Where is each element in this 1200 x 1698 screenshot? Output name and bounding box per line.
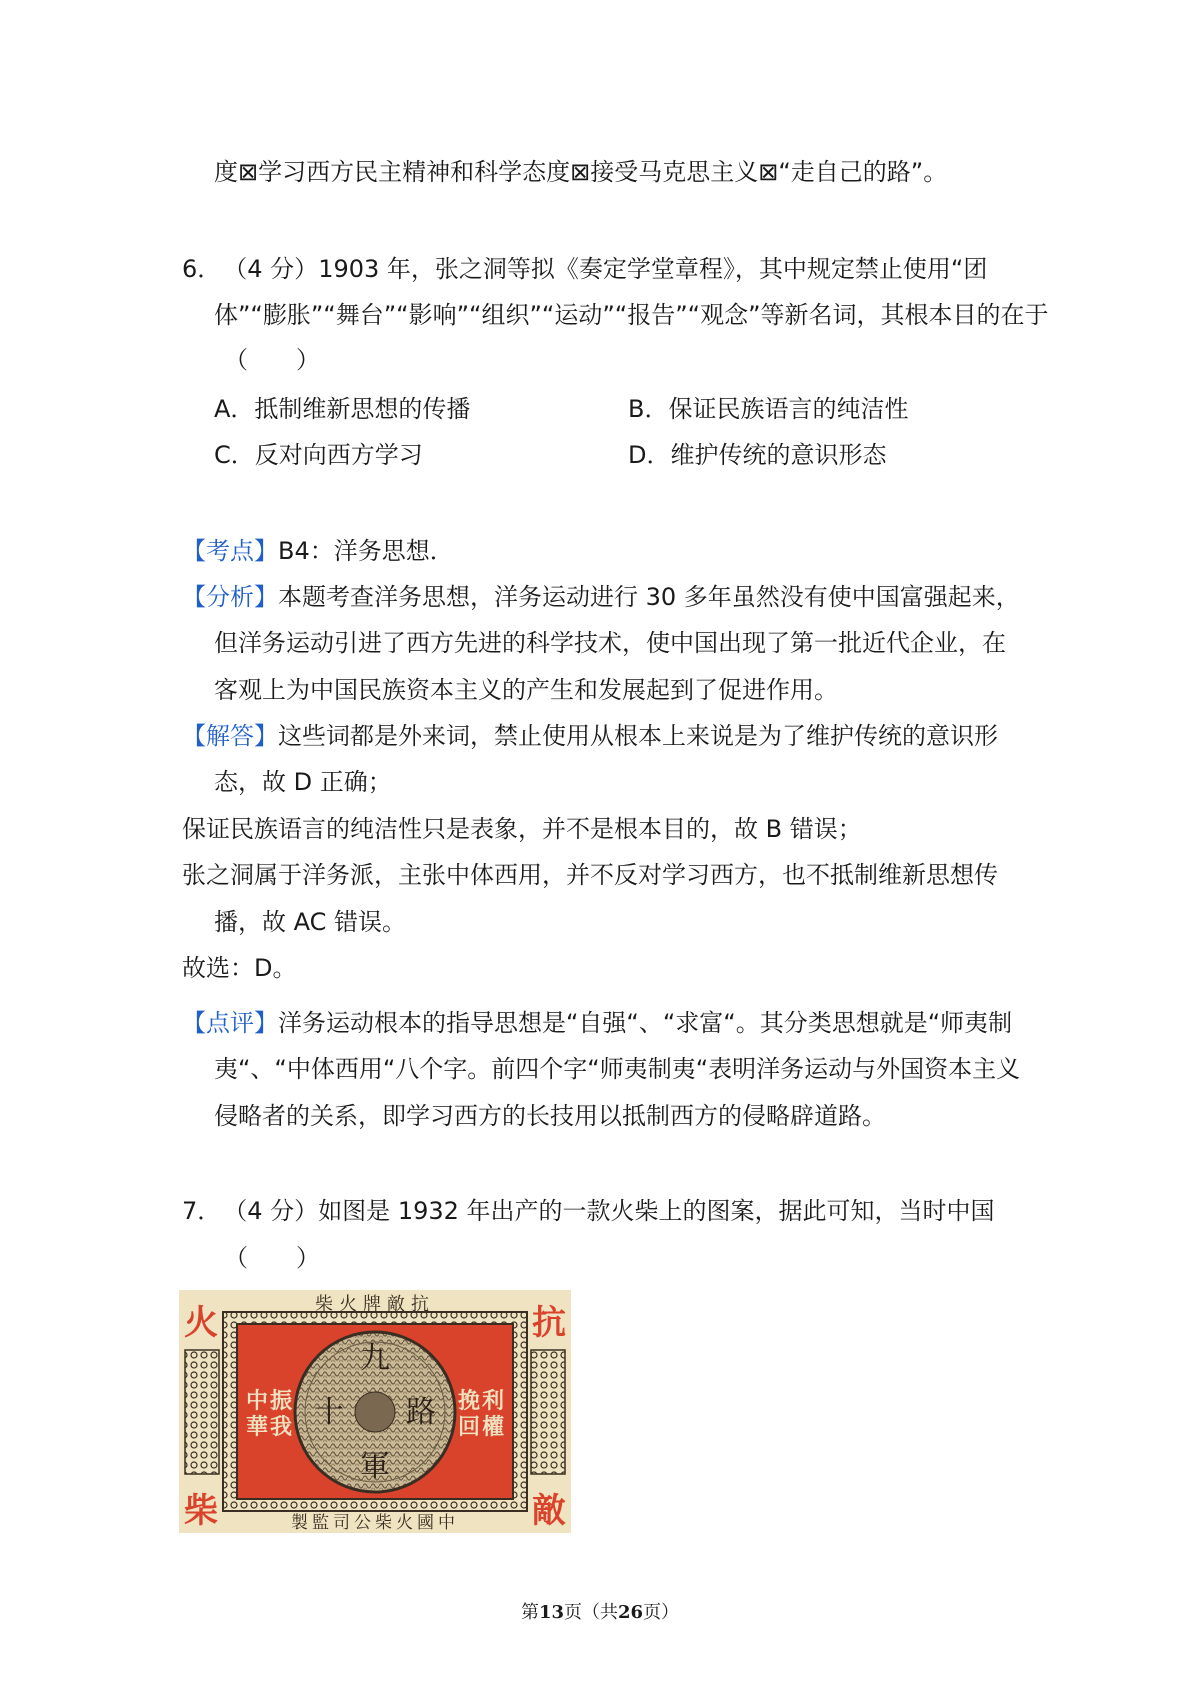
left-ornament	[185, 1350, 219, 1474]
footer-suffix: 页）	[643, 1602, 680, 1623]
dianping-line: 洋务运动根本的指导思想是“自强“、“求富“。其分类思想就是“师夷制	[278, 1009, 1013, 1037]
option-c: C．反对向西方学习	[214, 441, 423, 469]
corner-char-br: 敵	[532, 1491, 566, 1531]
disc-char-top: 九	[360, 1341, 390, 1376]
right-slogan-char: 回	[457, 1415, 481, 1440]
jieda-tag: 【解答】	[182, 722, 278, 750]
fenxi-tag: 【分析】	[182, 583, 278, 611]
carryover-line: 度⊠学习西方民主精神和科学态度⊠接受马克思主义⊠“走自己的路”。	[214, 158, 948, 186]
left-slogan-char: 振	[269, 1389, 293, 1414]
corner-char-bl: 柴	[184, 1491, 218, 1531]
disc-char-left: 十	[314, 1395, 344, 1430]
dianping	[182, 1007, 1012, 1039]
dianping-line: 侵略者的关系，即学习西方的长技用以抵制西方的侵略辟道路。	[214, 1102, 886, 1130]
jieda-line: 这些词都是外来词，禁止使用从根本上来说是为了维护传统的意识形	[278, 722, 998, 750]
jieda	[182, 720, 998, 752]
fenxi-line: 但洋务运动引进了西方先进的科学技术，使中国出现了第一批近代企业，在	[214, 629, 1006, 657]
question-6-line1	[182, 253, 987, 285]
label-bottom-text: 製監司公柴火國中	[291, 1513, 459, 1533]
question-score: （4 分）	[235, 255, 319, 283]
right-slogan-char: 權	[481, 1415, 505, 1440]
question-stem: 1903 年，张之洞等拟《奏定学堂章程》，其中规定禁止使用“团	[318, 255, 988, 283]
jieda-line: 态，故 D 正确；	[214, 768, 392, 796]
left-slogan-char: 華	[245, 1415, 269, 1440]
question-score: （4 分）	[235, 1197, 319, 1225]
page-footer	[0, 1598, 1200, 1624]
right-slogan-char: 挽	[457, 1389, 481, 1414]
fenxi-line: 本题考查洋务思想，洋务运动进行 30 多年虽然没有使中国富强起来，	[278, 583, 1020, 611]
label-top-text: 柴火牌敵抗	[315, 1294, 435, 1315]
explanation-line: 张之洞属于洋务派，主张中体西用，并不反对学习西方，也不抵制维新思想传	[182, 861, 998, 889]
corner-char-tr: 抗	[532, 1303, 566, 1343]
matchbox-label-image	[179, 1290, 571, 1533]
disc-center	[355, 1392, 395, 1432]
disc-char-right: 路	[406, 1395, 436, 1430]
corner-char-tl: 火	[184, 1303, 218, 1343]
fenxi	[182, 581, 1020, 613]
left-slogan-char: 我	[269, 1415, 293, 1440]
answer-blank: （ ）	[224, 346, 320, 374]
fenxi-line: 客观上为中国民族资本主义的产生和发展起到了促进作用。	[214, 676, 838, 704]
footer-total-pages: 26	[618, 1602, 644, 1623]
question-7-line1	[182, 1195, 995, 1227]
footer-prefix: 第	[520, 1602, 539, 1623]
kaodian-text: B4：洋务思想．	[278, 537, 454, 565]
question-stem: 如图是 1932 年出产的一款火柴上的图案，据此可知，当时中国	[318, 1197, 995, 1225]
question-number: 6．	[182, 255, 222, 283]
kaodian	[182, 535, 454, 567]
right-slogan-char: 利	[481, 1389, 505, 1414]
option-a: A．抵制维新思想的传播	[214, 395, 471, 423]
option-d: D．维护传统的意识形态	[628, 441, 887, 469]
answer-blank: （ ）	[224, 1244, 320, 1272]
explanation-line: 保证民族语言的纯洁性只是表象，并不是根本目的，故 B 错误；	[182, 815, 862, 843]
footer-page-number: 13	[538, 1602, 564, 1623]
dianping-line: 夷“、“中体西用“八个字。前四个字“师夷制夷“表明洋务运动与外国资本主义	[214, 1055, 1021, 1083]
dianping-tag: 【点评】	[182, 1009, 278, 1037]
answer-line: 故选：D。	[182, 954, 297, 982]
right-ornament	[531, 1350, 565, 1474]
option-b: B．保证民族语言的纯洁性	[628, 395, 909, 423]
disc-char-bottom: 軍	[360, 1449, 390, 1484]
footer-mid: 页（共	[564, 1602, 618, 1623]
left-slogan-char: 中	[245, 1389, 269, 1414]
kaodian-tag: 【考点】	[182, 537, 278, 565]
question-6-line2: 体”“膨胀”“舞台”“影响”“组织”“运动”“报告”“观念”等新名词，其根本目的在于	[214, 301, 1049, 329]
explanation-line: 播，故 AC 错误。	[214, 908, 407, 936]
question-number: 7．	[182, 1197, 222, 1225]
